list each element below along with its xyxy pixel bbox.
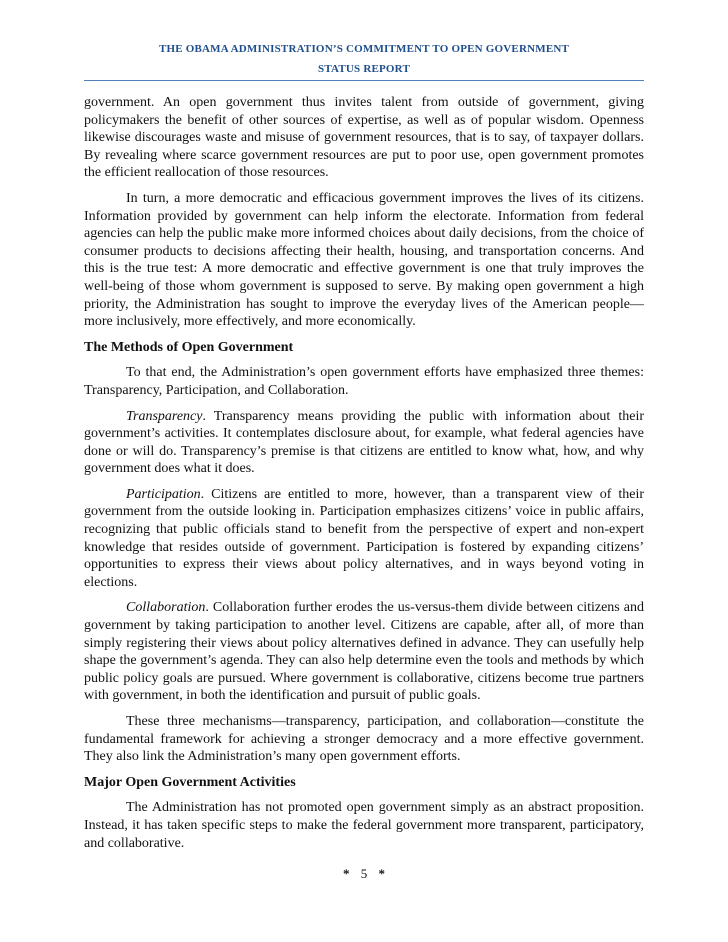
- footer-star-right: *: [378, 866, 385, 881]
- paragraph-3: To that end, the Administration’s open government efforts have emphasized three themes: Transparency, Participation, and Collaboration.: [84, 365, 644, 398]
- paragraph-2: In turn, a more democratic and efficacious government improves the lives of its citizens. Information provided by government can help inform the electorate. Information from federal agencies can help the public make more informed choices about daily decisions, from the choice of consumer products to decisions affecting their health, housing, and transportation concerns. And this is the true test: A more democratic and effective government is one that truly improves the well-being of those whom government is supposed to serve. By making open government a high priority, the Administration has sought to improve the everyday lives of the American people—more inclusively, more effectively, and more economically.: [84, 190, 644, 330]
- running-header-title: THE OBAMA ADMINISTRATION’S COMMITMENT TO OPEN GOVERNMENT: [158, 43, 570, 55]
- header-rule: [84, 80, 644, 81]
- footer-star-left: *: [343, 866, 350, 881]
- paragraph-7: These three mechanisms—transparency, participation, and collaboration—constitute the fundamental framework for achieving a stronger democracy and a more effective government. They also link the Administration’s many open government efforts.: [84, 714, 644, 765]
- text-transparency: . Transparency means providing the public with information about their government’s activities. It contemplates disclosure about, for example, what federal agencies have done or will do. Transparency’s premise is that citizens are entitled to know what, how, and why government does what it does.: [84, 408, 644, 477]
- paragraph-participation: [84, 486, 644, 592]
- lead-transparency: Transparency: [126, 408, 203, 424]
- page-footer: [84, 866, 644, 882]
- lead-participation: Participation: [126, 486, 201, 502]
- paragraph-transparency: [84, 408, 644, 478]
- body-text: [84, 94, 644, 860]
- paragraph-collaboration: [84, 599, 644, 705]
- running-header-subtitle: STATUS REPORT: [318, 63, 410, 75]
- paragraph-1: government. An open government thus invites talent from outside of government, giving policymakers the benefit of other sources of expertise, as well as of popular wisdom. Openness likewise discourages waste and misuse of government resources, that is to say, of taxpayer dollars. By revealing where scarce government resources are put to poor use, open government promotes the efficient reallocation of those resources.: [84, 95, 644, 181]
- text-participation: . Citizens are entitled to more, however, than a transparent view of their government from the outside looking in. Participation emphasizes citizens’ voice in public affairs, recognizing that public officials stand to benefit from the perspective of expert and non-expert knowledge that resides outside of government. Participation is fostered by expanding citizens’ opportunities to express their views about policy alternatives, and in ways beyond voting in elections.: [84, 486, 644, 590]
- section-heading-methods: The Methods of Open Government: [84, 339, 294, 355]
- text-collaboration: . Collaboration further erodes the us-versus-them divide between citizens and government by taking participation to another level. Citizens are capable, after all, of more than simply registering their views about policy alternatives defined in advance. They can usefully help shape the government’s agenda. They can also help determine even the tools and methods by which public policy goals are pursued. Where government is collaborative, citizens become true partners with government, in both the identification and pursuit of public goals.: [84, 600, 644, 704]
- paragraph-8: The Administration has not promoted open government simply as an abstract proposition. Instead, it has taken specific steps to make the federal government more transparent, participatory, and collaborative.: [84, 800, 644, 851]
- lead-collaboration: Collaboration: [126, 600, 206, 616]
- section-heading-activities: Major Open Government Activities: [84, 774, 296, 790]
- page-number: 5: [360, 866, 368, 881]
